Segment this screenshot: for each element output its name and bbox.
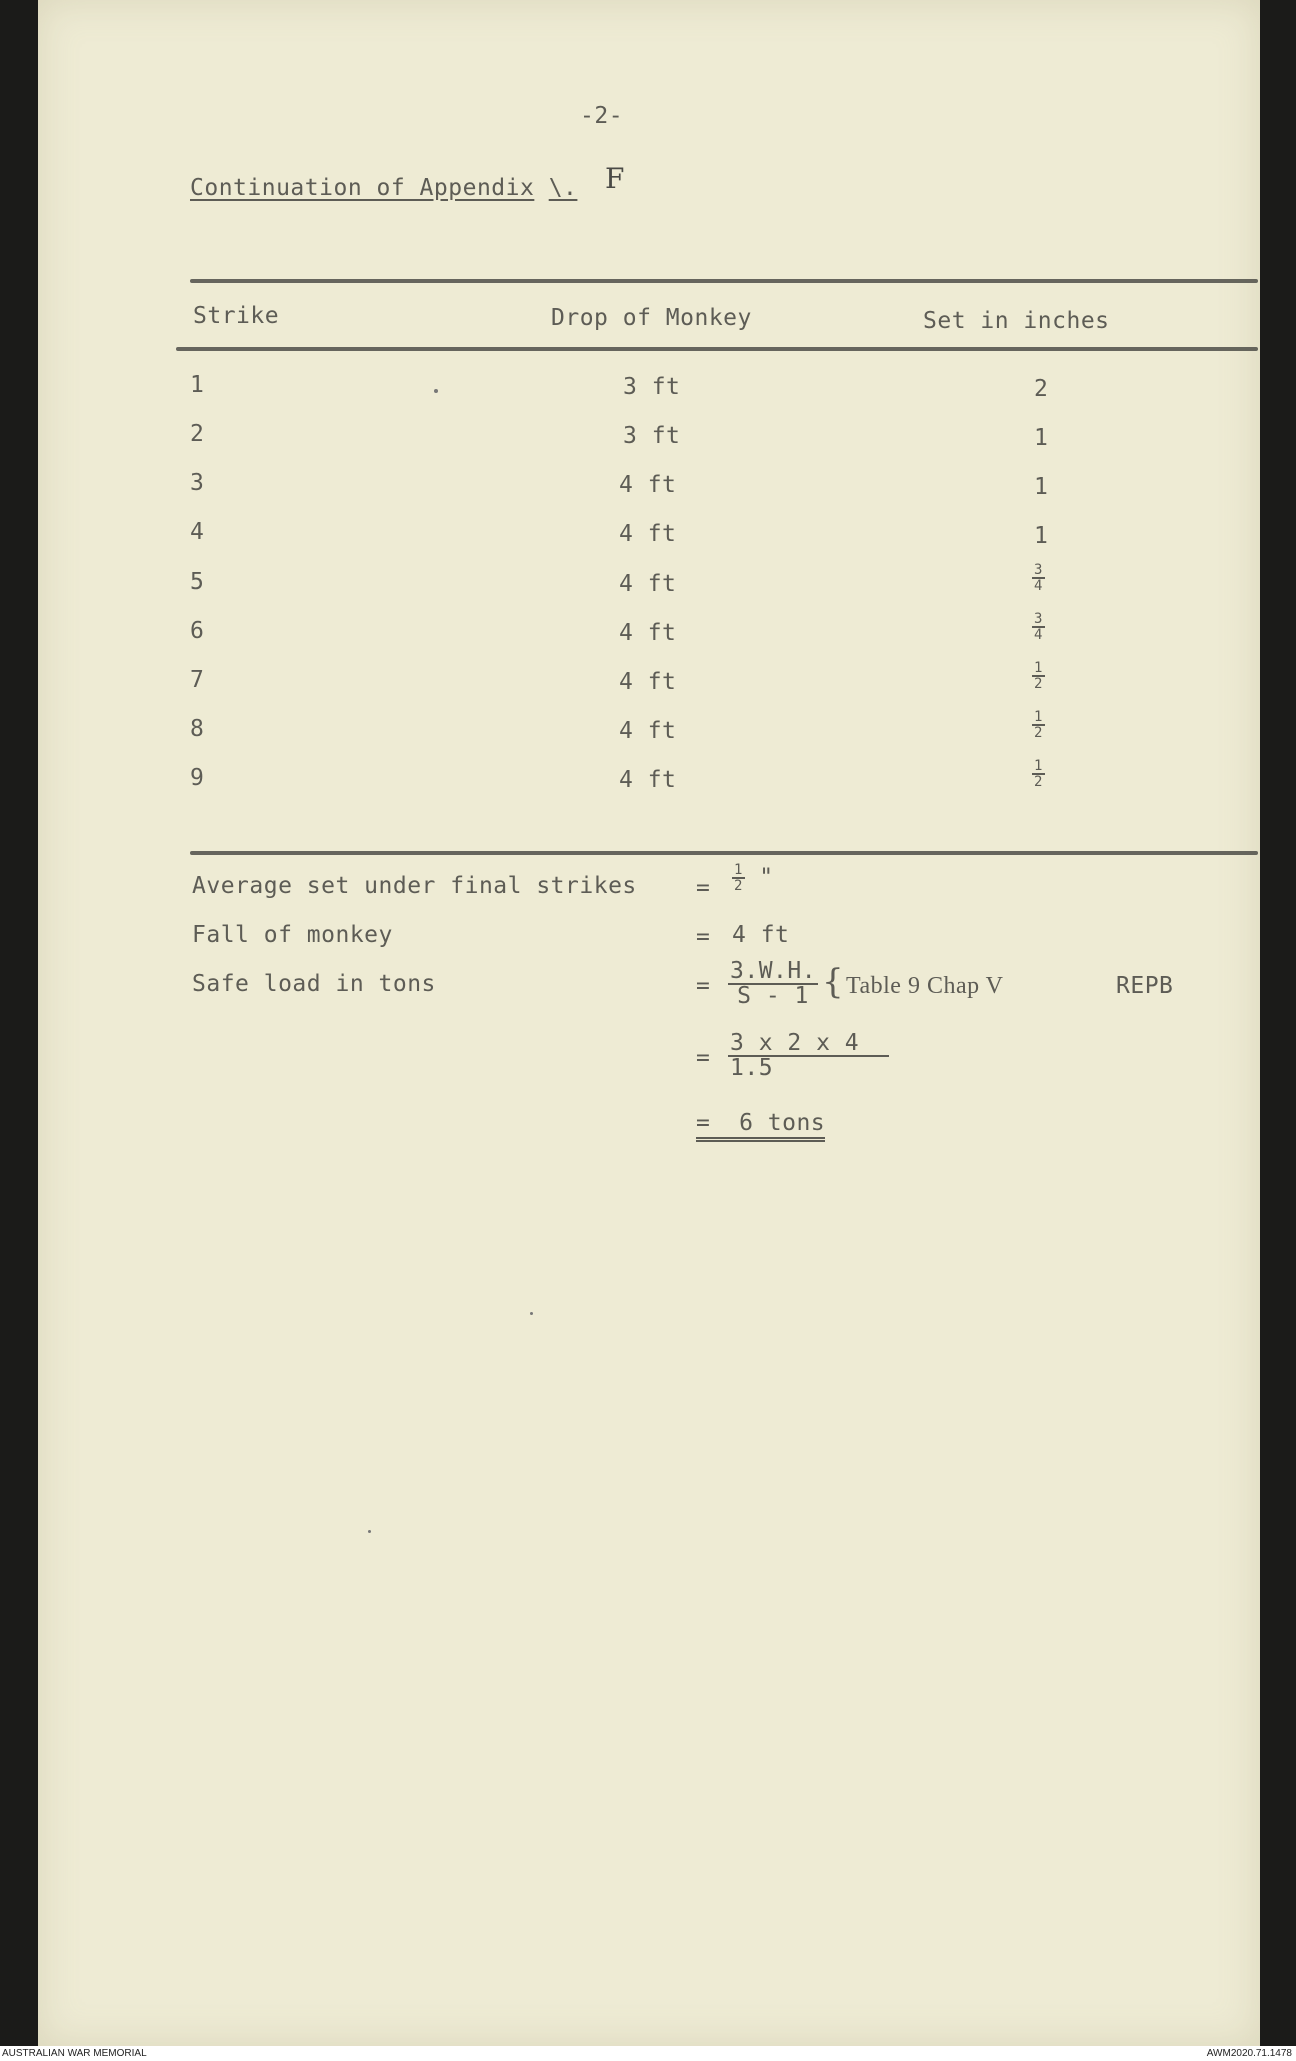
strike-cell: 1 <box>190 372 205 398</box>
set-cell <box>1032 759 1045 789</box>
formula-fraction: $\frac{3.W.H.}{S - 1}$ <box>730 958 817 1009</box>
strike-cell: 5 <box>190 569 205 595</box>
fall-value: 4 ft <box>732 922 790 948</box>
set-cell <box>1032 563 1045 593</box>
formula <box>728 960 818 1008</box>
strike-cell: 7 <box>190 667 205 693</box>
set-cell: 2 <box>1034 376 1049 402</box>
set-fraction: $\frac{1}{2}$ <box>1034 709 1043 741</box>
drop-cell: 4 ft <box>619 669 677 695</box>
set-cell <box>1032 612 1045 642</box>
strike-cell: 4 <box>190 519 205 545</box>
result-eq: = <box>696 1110 710 1142</box>
set-cell <box>1032 661 1045 691</box>
strike-cell: 6 <box>190 618 205 644</box>
document-page <box>38 0 1260 2046</box>
substitution-eq: = <box>696 1045 711 1071</box>
result <box>696 1110 825 1136</box>
strike-cell: 3 <box>190 470 205 496</box>
avg-set-eq: = <box>696 875 711 901</box>
col-header-set: Set in inches <box>923 308 1110 334</box>
fall-eq: = <box>696 924 711 950</box>
drop-cell: 3 ft <box>623 423 681 449</box>
heading-suffix: \. <box>548 175 578 201</box>
page-heading <box>190 175 577 201</box>
set-cell <box>1032 710 1045 740</box>
footer-right: AWM2020.71.1478 <box>1206 2048 1292 2059</box>
footer-left: AUSTRALIAN WAR MEMORIAL <box>2 2048 147 2059</box>
strike-cell: 2 <box>190 421 205 447</box>
formula-reference-code: REPB <box>1116 973 1174 999</box>
col-header-strike: Strike <box>193 303 280 329</box>
avg-set-value <box>732 863 774 893</box>
safe-load-label: Safe load in tons <box>192 971 436 997</box>
set-cell: 1 <box>1034 523 1049 549</box>
table-bottom-rule <box>190 851 1258 855</box>
set-cell: 1 <box>1034 474 1049 500</box>
drop-cell: 4 ft <box>619 620 677 646</box>
drop-cell: 4 ft <box>619 571 677 597</box>
formula-brace: { <box>822 962 844 1002</box>
set-fraction: $\frac{1}{2}$ <box>1034 758 1043 790</box>
paper-speck <box>530 1312 533 1315</box>
drop-cell: 4 ft <box>619 521 677 547</box>
drop-cell: 4 ft <box>619 472 677 498</box>
drop-cell: 4 ft <box>619 767 677 793</box>
substitution-fraction: $\frac{3 x 2 x 4}{1.5}$ <box>728 1032 889 1080</box>
paper-speck <box>434 389 438 393</box>
drop-cell: 4 ft <box>619 718 677 744</box>
set-cell: 1 <box>1034 425 1049 451</box>
drop-cell: 3 ft <box>623 374 681 400</box>
avg-set-unit: " <box>759 864 774 891</box>
col-header-drop: Drop of Monkey <box>551 305 752 331</box>
heading-text: Continuation of Appendix <box>190 175 535 201</box>
paper-speck <box>368 1530 371 1533</box>
formula-reference: Table 9 Chap V <box>846 973 1004 999</box>
substitution <box>728 1032 889 1080</box>
table-header-rule <box>176 347 1258 351</box>
safe-load-eq: = <box>696 973 711 999</box>
archive-footer <box>0 2046 1296 2061</box>
set-fraction: $\frac{1}{2}$ <box>1034 660 1043 692</box>
strike-cell: 8 <box>190 716 205 742</box>
avg-set-fraction: $\frac{1}{2}$ <box>734 862 743 894</box>
set-fraction: $\frac{3}{4}$ <box>1034 611 1043 643</box>
avg-set-label: Average set under final strikes <box>192 873 637 899</box>
page-number: -2- <box>580 103 624 129</box>
strike-cell: 9 <box>190 765 205 791</box>
fall-label: Fall of monkey <box>192 922 393 948</box>
heading-handwritten-letter: F <box>605 162 625 195</box>
result-value: 6 tons <box>739 1110 825 1142</box>
set-fraction: $\frac{3}{4}$ <box>1034 562 1043 594</box>
table-top-rule <box>190 279 1258 283</box>
